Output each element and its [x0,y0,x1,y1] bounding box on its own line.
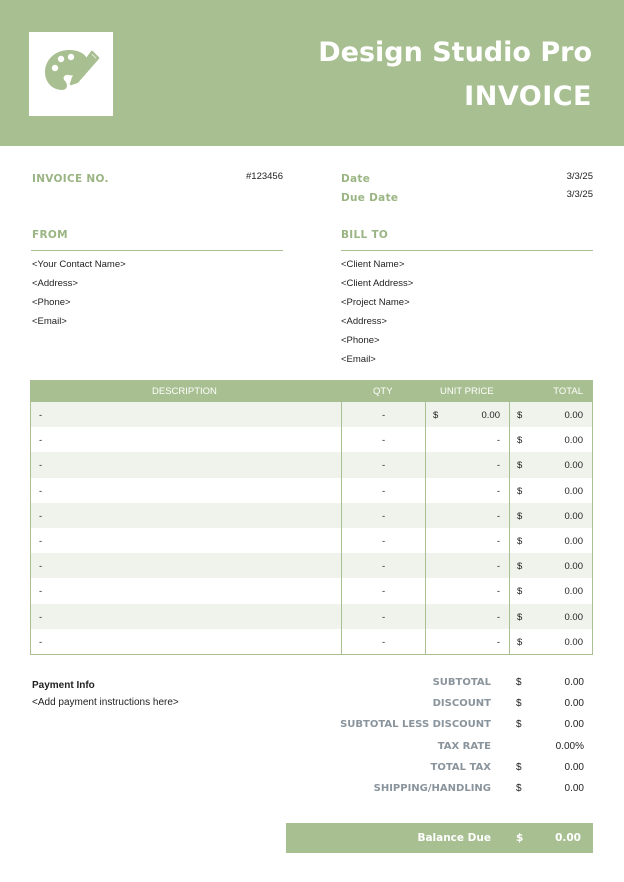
summary-currency: $ [516,783,522,794]
logo [29,32,113,116]
row-description: - [39,611,43,623]
column-divider [509,402,510,654]
column-divider [341,402,342,654]
summary-value: 0.00 [564,698,584,710]
from-phone: <Phone> [32,297,71,308]
summary-label: DISCOUNT [432,698,491,710]
bill-to-project-name: <Project Name> [341,297,410,308]
header-unit-price: UNIT PRICE [440,386,494,397]
company-name: Design Studio Pro [318,37,592,68]
row-total-currency: $ [517,510,523,522]
bill-to-client-address: <Client Address> [341,278,414,289]
from-address: <Address> [32,278,78,289]
row-total: 0.00 [564,460,583,472]
summary-currency: $ [516,677,522,688]
row-description: - [39,636,43,648]
balance-due-bar [286,823,593,853]
row-description: - [39,535,43,547]
row-unit-price: - [496,586,500,598]
table-row [31,604,592,629]
row-description: - [39,510,43,522]
summary-currency: $ [516,698,522,710]
summary-value: 0.00 [564,677,584,688]
from-divider [31,250,283,251]
table-row [31,402,592,427]
row-total: 0.00 [564,410,583,421]
row-total: 0.00 [564,435,583,447]
balance-due-currency: $ [516,832,524,844]
row-qty: - [382,485,386,497]
from-email: <Email> [32,316,67,327]
row-qty: - [382,636,386,648]
bill-to-email: <Email> [341,354,376,365]
from-label: FROM [32,229,68,241]
invoice-header [0,0,624,146]
table-row [31,629,592,654]
row-unit-price: - [496,485,500,497]
row-description: - [39,485,43,497]
row-total-currency: $ [517,636,523,648]
table-header [31,381,592,402]
payment-instructions: <Add payment instructions here> [32,697,179,708]
invoice-number-label: INVOICE NO. [32,173,109,185]
row-unit-currency: $ [433,410,439,421]
column-divider [425,402,426,654]
date-value: 3/3/25 [566,171,593,182]
summary-value: 0.00% [555,740,584,752]
row-total-currency: $ [517,586,523,598]
table-row [31,553,592,578]
bill-to-divider [341,250,593,251]
row-unit-price: - [496,435,500,447]
row-unit-price: - [496,510,500,522]
header-description: DESCRIPTION [152,386,217,397]
header-qty: QTY [373,386,393,397]
row-unit-price: - [496,561,500,573]
bill-to-phone: <Phone> [341,335,380,346]
summary-label: TAX RATE [437,740,491,752]
row-description: - [39,410,43,421]
row-unit-price: 0.00 [481,410,500,421]
row-total-currency: $ [517,460,523,472]
summary-value: 0.00 [564,719,584,731]
header-total: TOTAL [553,386,583,397]
summary-label: SUBTOTAL LESS DISCOUNT [340,719,491,731]
line-items-table [30,380,593,655]
balance-due-label: Balance Due [417,832,491,844]
table-row [31,578,592,603]
row-description: - [39,460,43,472]
row-description: - [39,586,43,598]
bill-to-client-name: <Client Name> [341,259,405,270]
row-unit-price: - [496,636,500,648]
row-total-currency: $ [517,535,523,547]
row-total: 0.00 [564,636,583,648]
document-title: INVOICE [464,81,592,112]
row-total-currency: $ [517,435,523,447]
row-total-currency: $ [517,410,523,421]
row-qty: - [382,586,386,598]
row-qty: - [382,561,386,573]
table-row [31,452,592,477]
row-qty: - [382,460,386,472]
row-qty: - [382,535,386,547]
summary-currency: $ [516,761,522,773]
row-description: - [39,561,43,573]
row-qty: - [382,435,386,447]
date-label: Date [341,173,371,185]
table-row [31,427,592,452]
row-total: 0.00 [564,561,583,573]
row-total: 0.00 [564,535,583,547]
row-unit-price: - [496,460,500,472]
bill-to-label: BILL TO [341,229,389,241]
table-row [31,528,592,553]
due-date-value: 3/3/25 [566,189,593,200]
row-unit-price: - [496,611,500,623]
summary-value: 0.00 [564,761,584,773]
palette-brush-icon [41,46,101,102]
row-qty: - [382,410,386,421]
row-unit-price: - [496,535,500,547]
invoice-number: #123456 [246,171,283,182]
row-total: 0.00 [564,510,583,522]
table-row [31,478,592,503]
from-contact-name: <Your Contact Name> [32,259,126,270]
row-qty: - [382,510,386,522]
payment-info-title: Payment Info [32,680,95,691]
bill-to-address: <Address> [341,316,387,327]
summary-currency: $ [516,719,522,731]
row-total: 0.00 [564,611,583,623]
row-description: - [39,435,43,447]
row-total-currency: $ [517,561,523,573]
balance-due-value: 0.00 [555,832,581,844]
summary-label: TOTAL TAX [430,761,491,773]
row-total-currency: $ [517,611,523,623]
summary-label: SHIPPING/HANDLING [373,783,491,794]
row-qty: - [382,611,386,623]
table-row [31,503,592,528]
row-total: 0.00 [564,485,583,497]
row-total: 0.00 [564,586,583,598]
row-total-currency: $ [517,485,523,497]
due-date-label: Due Date [341,192,399,204]
summary-label: SUBTOTAL [432,677,491,688]
summary-value: 0.00 [564,783,584,794]
